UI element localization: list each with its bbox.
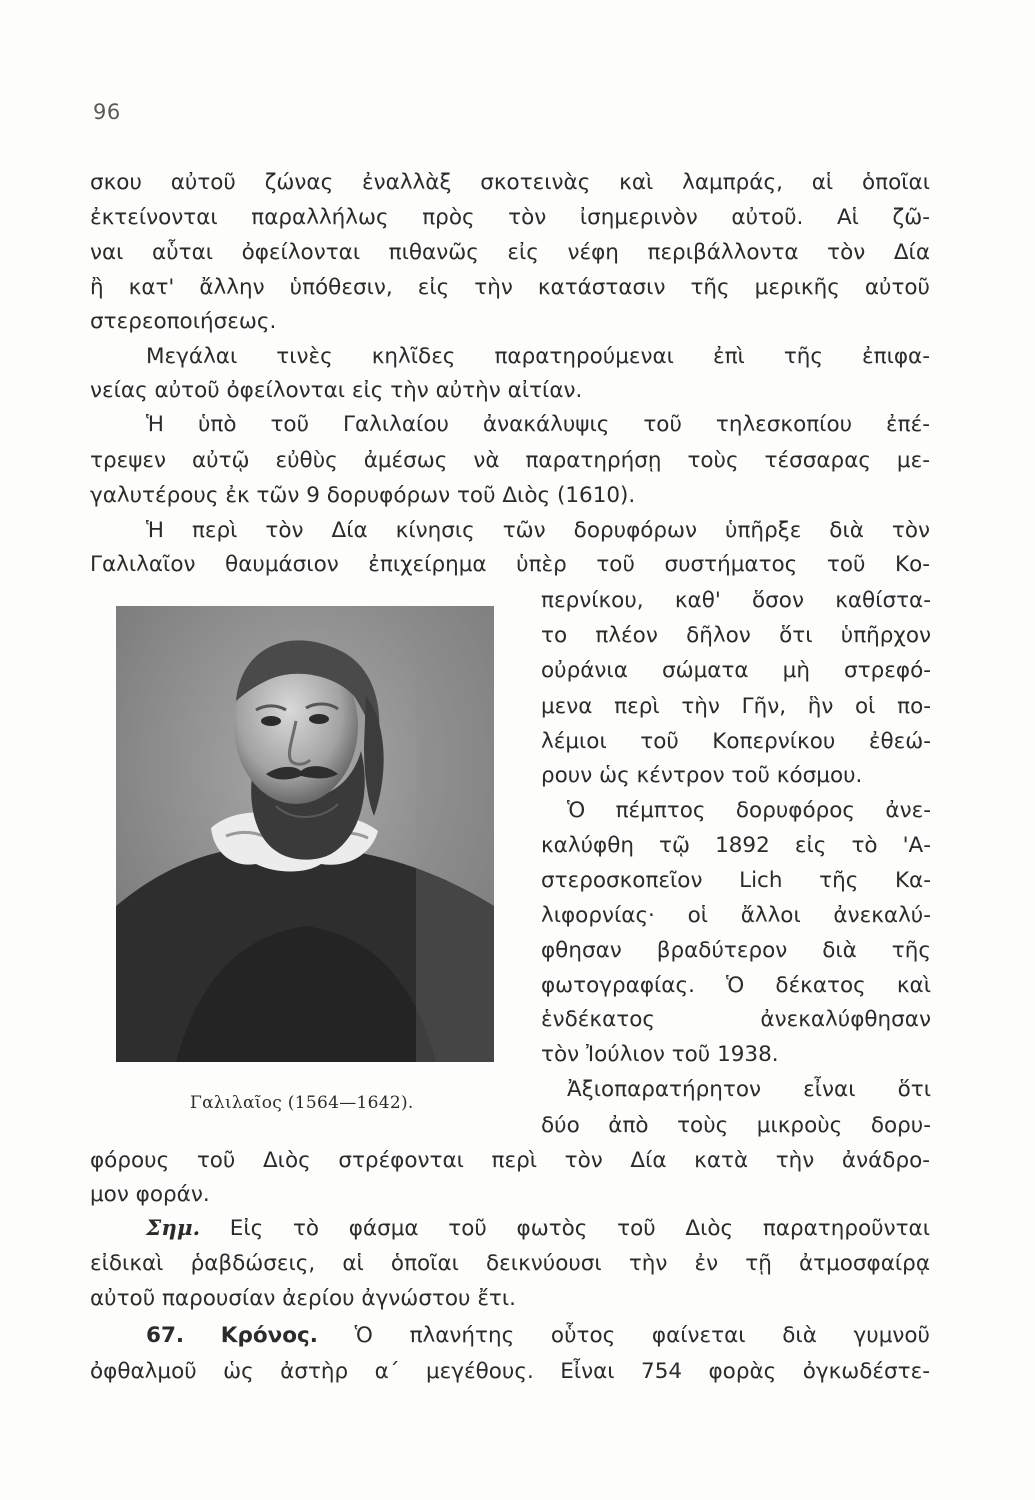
galileo-portrait [116, 606, 494, 1062]
text-line: Ἡ περὶ τὸν Δία κίνησις τῶν δορυφόρων ὑπῆρξε διὰ τὸν [146, 518, 930, 543]
portrait-image [116, 606, 494, 1062]
section-title: Κρόνος. [220, 1323, 318, 1348]
note-line: εἰδικαὶ ῥαβδώσεις, αἱ ὁποῖαι δεικνύουσι τὴν ἐν τῇ ἀτμοσφαίρᾳ [90, 1251, 930, 1276]
text-line: ἑνδέκατος ἀνεκαλύφθησαν [541, 1007, 931, 1032]
text-line: οὐράνια σώματα μὴ στρεφό- [541, 658, 931, 683]
text-line: ρουν ὡς κέντρον τοῦ κόσμου. [541, 763, 863, 788]
text-line: ναι αὗται ὀφείλονται πιθανῶς εἰς νέφη περιβάλλοντα τὸν Δία [90, 240, 930, 265]
text-line: Ἡ ὑπὸ τοῦ Γαλιλαίου ἀνακάλυψις τοῦ τηλεσκοπίου ἐπέ- [146, 412, 930, 437]
text-line: δύο ἀπὸ τοὺς μικροὺς δορυ- [541, 1113, 931, 1138]
text-line: ἐκτείνονται παραλλήλως πρὸς τὸν ἰσημερινὸν αὐτοῦ. Αἱ ζῶ- [90, 205, 930, 230]
text-line: νείας αὐτοῦ ὀφείλονται εἰς τὴν αὐτὴν αἰτίαν. [90, 378, 583, 403]
text-line: λιφορνίας· οἱ ἄλλοι ἀνεκαλύ- [541, 903, 931, 928]
figure-caption: Γαλιλαῖος (1564—1642). [190, 1093, 414, 1113]
text-line: καλύφθη τῷ 1892 εἰς τὸ 'Α- [541, 833, 931, 858]
section-heading-line [90, 1321, 930, 1351]
section-text: Ὁ πλανήτης οὗτος φαίνεται διὰ γυμνοῦ [317, 1323, 931, 1348]
text-line: Ὁ πέμπτος δορυφόρος ἀνε- [567, 798, 931, 823]
text-line: περνίκου, καθ' ὅσον καθίστα- [541, 588, 931, 613]
text-line: φθησαν βραδύτερον διὰ τῆς [541, 938, 931, 963]
text-line: σκου αὐτοῦ ζώνας ἐναλλὰξ σκοτεινὰς καὶ λαμπράς, αἱ ὁποῖαι [90, 170, 930, 195]
section-number: 67. [146, 1323, 185, 1348]
note-text: Εἰς τὸ φάσμα τοῦ φωτὸς τοῦ Διὸς παρατηροῦνται [200, 1216, 930, 1241]
text-line: στερεοποιήσεως. [90, 309, 277, 334]
note-line [90, 1214, 930, 1244]
text-line: φόρους τοῦ Διὸς στρέφονται περὶ τὸν Δία κατὰ τὴν ἀνάδρο- [90, 1148, 930, 1173]
text-line: φωτογραφίας. Ὁ δέκατος καὶ [541, 973, 931, 998]
text-line: ὀφθαλμοῦ ὡς ἀστὴρ α΄ μεγέθους. Εἶναι 754 φορὰς ὀγκωδέστε- [90, 1359, 930, 1384]
text-line: Γαλιλαῖον θαυμάσιον ἐπιχείρημα ὑπὲρ τοῦ συστήματος τοῦ Κο- [90, 552, 930, 577]
text-line: ἢ κατ' ἄλλην ὑπόθεσιν, εἰς τὴν κατάστασιν τῆς μερικῆς αὐτοῦ [90, 275, 930, 300]
text-line: γαλυτέρους ἐκ τῶν 9 δορυφόρων τοῦ Διὸς (1610). [90, 483, 636, 508]
text-line: τρεψεν αὐτῷ εὐθὺς ἀμέσως νὰ παρατηρήσῃ τοὺς τέσσαρας με- [90, 448, 930, 473]
text-line: τὸν Ἰούλιον τοῦ 1938. [541, 1042, 779, 1067]
note-line: αὐτοῦ παρουσίαν ἀερίου ἀγνώστου ἔτι. [90, 1286, 516, 1311]
text-line: μενα περὶ τὴν Γῆν, ἣν οἱ πο- [541, 694, 931, 719]
text-line: Μεγάλαι τινὲς κηλῖδες παρατηρούμεναι ἐπὶ τῆς ἐπιφα- [146, 344, 930, 369]
page-number: 96 [93, 100, 121, 124]
text-line: το πλέον δῆλον ὅτι ὑπῆρχον [541, 623, 931, 648]
text-line: Ἀξιοπαρατήρητον εἶναι ὅτι [567, 1077, 931, 1102]
note-label: Σημ. [146, 1216, 201, 1241]
text-line: μον φοράν. [90, 1182, 210, 1207]
text-line: λέμιοι τοῦ Κοπερνίκου ἐθεώ- [541, 729, 931, 754]
text-line: στεροσκοπεῖον Lich τῆς Κα- [541, 868, 931, 893]
